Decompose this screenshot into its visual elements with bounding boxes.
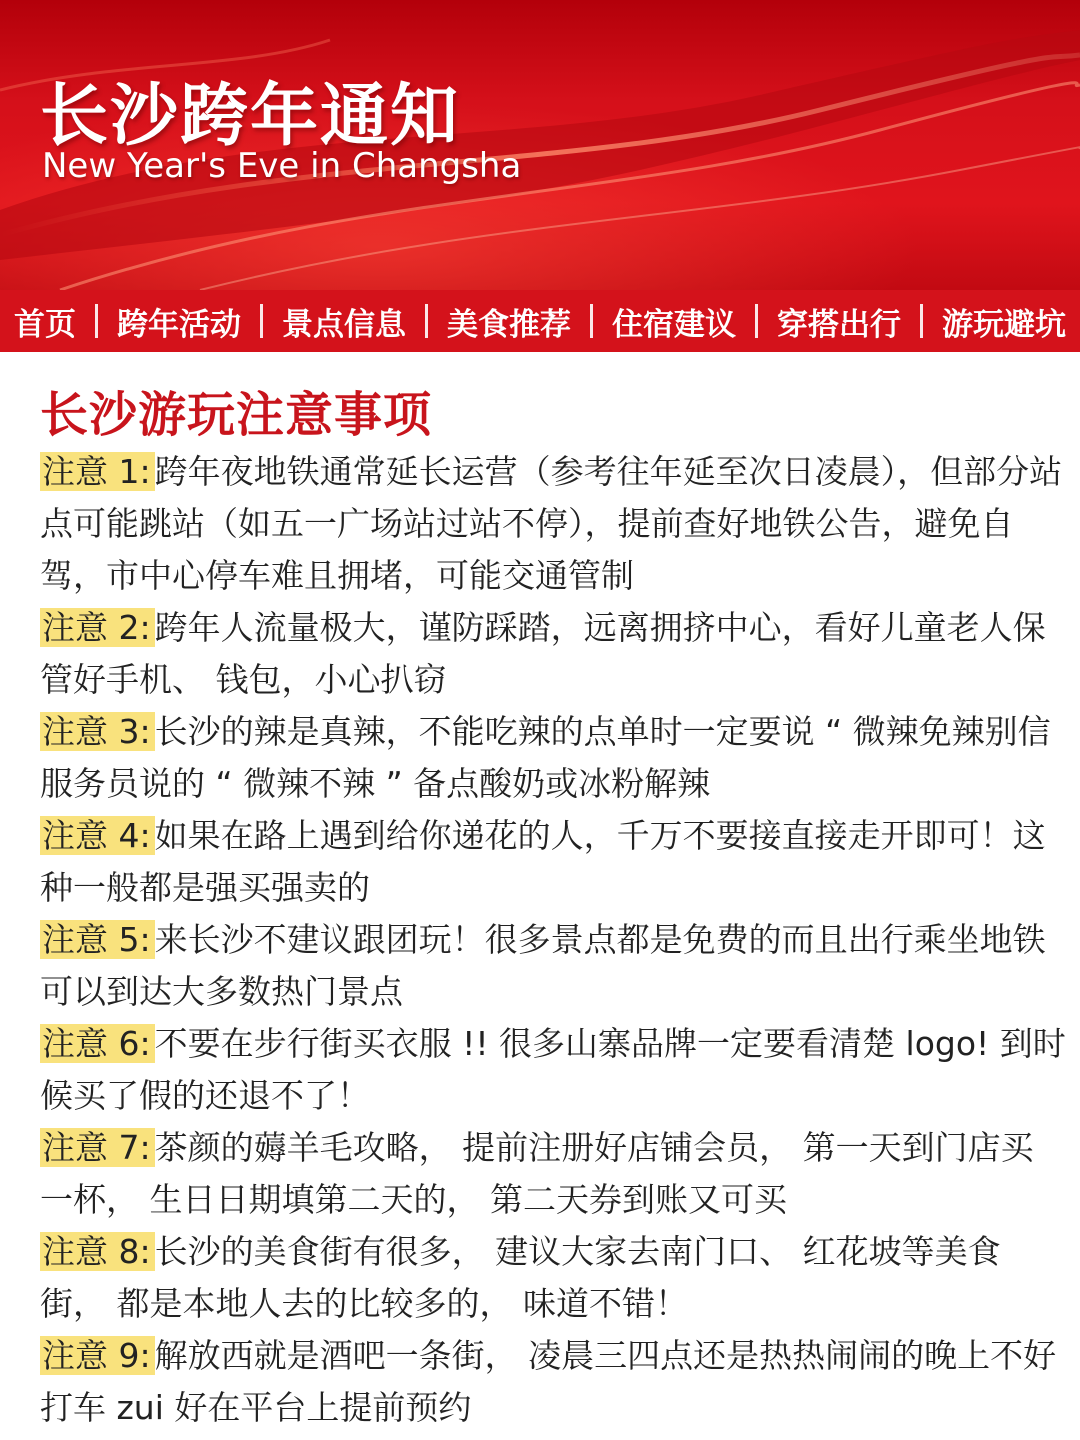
nav-item-lodging[interactable]: 住宿建议	[612, 306, 736, 343]
nav-item-food[interactable]: 美食推荐	[447, 306, 571, 343]
nav-item-attractions[interactable]: 景点信息	[282, 306, 406, 343]
nav-divider	[425, 304, 428, 338]
list-item	[40, 1330, 1066, 1434]
nav-item-home[interactable]: 首页	[14, 306, 76, 343]
note-text: 跨年人流量极大，谨防踩踏，远离拥挤中心，看好儿童老人保管好手机、 钱包，小心扒窃	[40, 608, 1046, 699]
note-text: 来长沙不建议跟团玩！很多景点都是免费的而且出行乘坐地铁可以到达大多数热门景点	[40, 920, 1046, 1011]
note-label: 注意 6:	[40, 1024, 155, 1063]
note-label: 注意 9:	[40, 1336, 155, 1375]
nav-divider	[920, 304, 923, 338]
note-text: 跨年夜地铁通常延长运营（参考往年延至次日凌晨），但部分站点可能跳站（如五一广场站过站不停），提前查好地铁公告，避免自驾，市中心停车难且拥堵，可能交通管制	[40, 452, 1063, 595]
list-item	[40, 810, 1066, 914]
note-label: 注意 2:	[40, 608, 155, 647]
note-label: 注意 8:	[40, 1232, 155, 1271]
top-nav	[0, 290, 1080, 352]
nav-item-outfit-transport[interactable]: 穿搭出行	[777, 306, 901, 343]
header-banner	[0, 0, 1080, 290]
notes-list	[40, 446, 1066, 1434]
nav-item-pitfalls[interactable]: 游玩避坑	[942, 306, 1066, 343]
list-item	[40, 914, 1066, 1018]
list-item	[40, 602, 1066, 706]
nav-divider	[755, 304, 758, 338]
nav-divider	[260, 304, 263, 338]
list-item	[40, 1122, 1066, 1226]
note-label: 注意 5:	[40, 920, 155, 959]
list-item	[40, 1018, 1066, 1122]
nav-divider	[95, 304, 98, 338]
note-label: 注意 4:	[40, 816, 155, 855]
note-label: 注意 7:	[40, 1128, 155, 1167]
note-text: 长沙的辣是真辣，不能吃辣的点单时一定要说 “ 微辣免辣别信服务员说的 “ 微辣不辣 ” 备点酸奶或冰粉解辣	[40, 712, 1051, 803]
note-text: 如果在路上遇到给你递花的人，千万不要接直接走开即可！这种一般都是强买强卖的	[40, 816, 1046, 907]
note-text: 长沙的美食街有很多， 建议大家去南门口、 红花坡等美食街， 都是本地人去的比较多的， 味道不错！	[40, 1232, 1001, 1323]
note-text: 茶颜的薅羊毛攻略， 提前注册好店铺会员， 第一天到门店买一杯， 生日日期填第二天的， 第二天券到账又可买	[40, 1128, 1034, 1219]
note-label: 注意 1:	[40, 452, 155, 491]
page-subtitle: New Year's Eve in Changsha	[42, 146, 522, 186]
list-item	[40, 1226, 1066, 1330]
page-title: 长沙跨年通知	[40, 77, 461, 156]
list-item	[40, 706, 1066, 810]
list-item	[40, 446, 1066, 602]
note-text: 解放西就是酒吧一条街， 凌晨三四点还是热热闹闹的晚上不好打车 zui 好在平台上提前预约	[40, 1336, 1057, 1427]
note-text: 不要在步行街买衣服 !! 很多山寨品牌一定要看清楚 logo! 到时候买了假的还退不了！	[40, 1024, 1066, 1115]
nav-divider	[590, 304, 593, 338]
note-label: 注意 3:	[40, 712, 155, 751]
nav-item-new-year-events[interactable]: 跨年活动	[117, 306, 241, 343]
section-title: 长沙游玩注意事项	[40, 387, 433, 443]
